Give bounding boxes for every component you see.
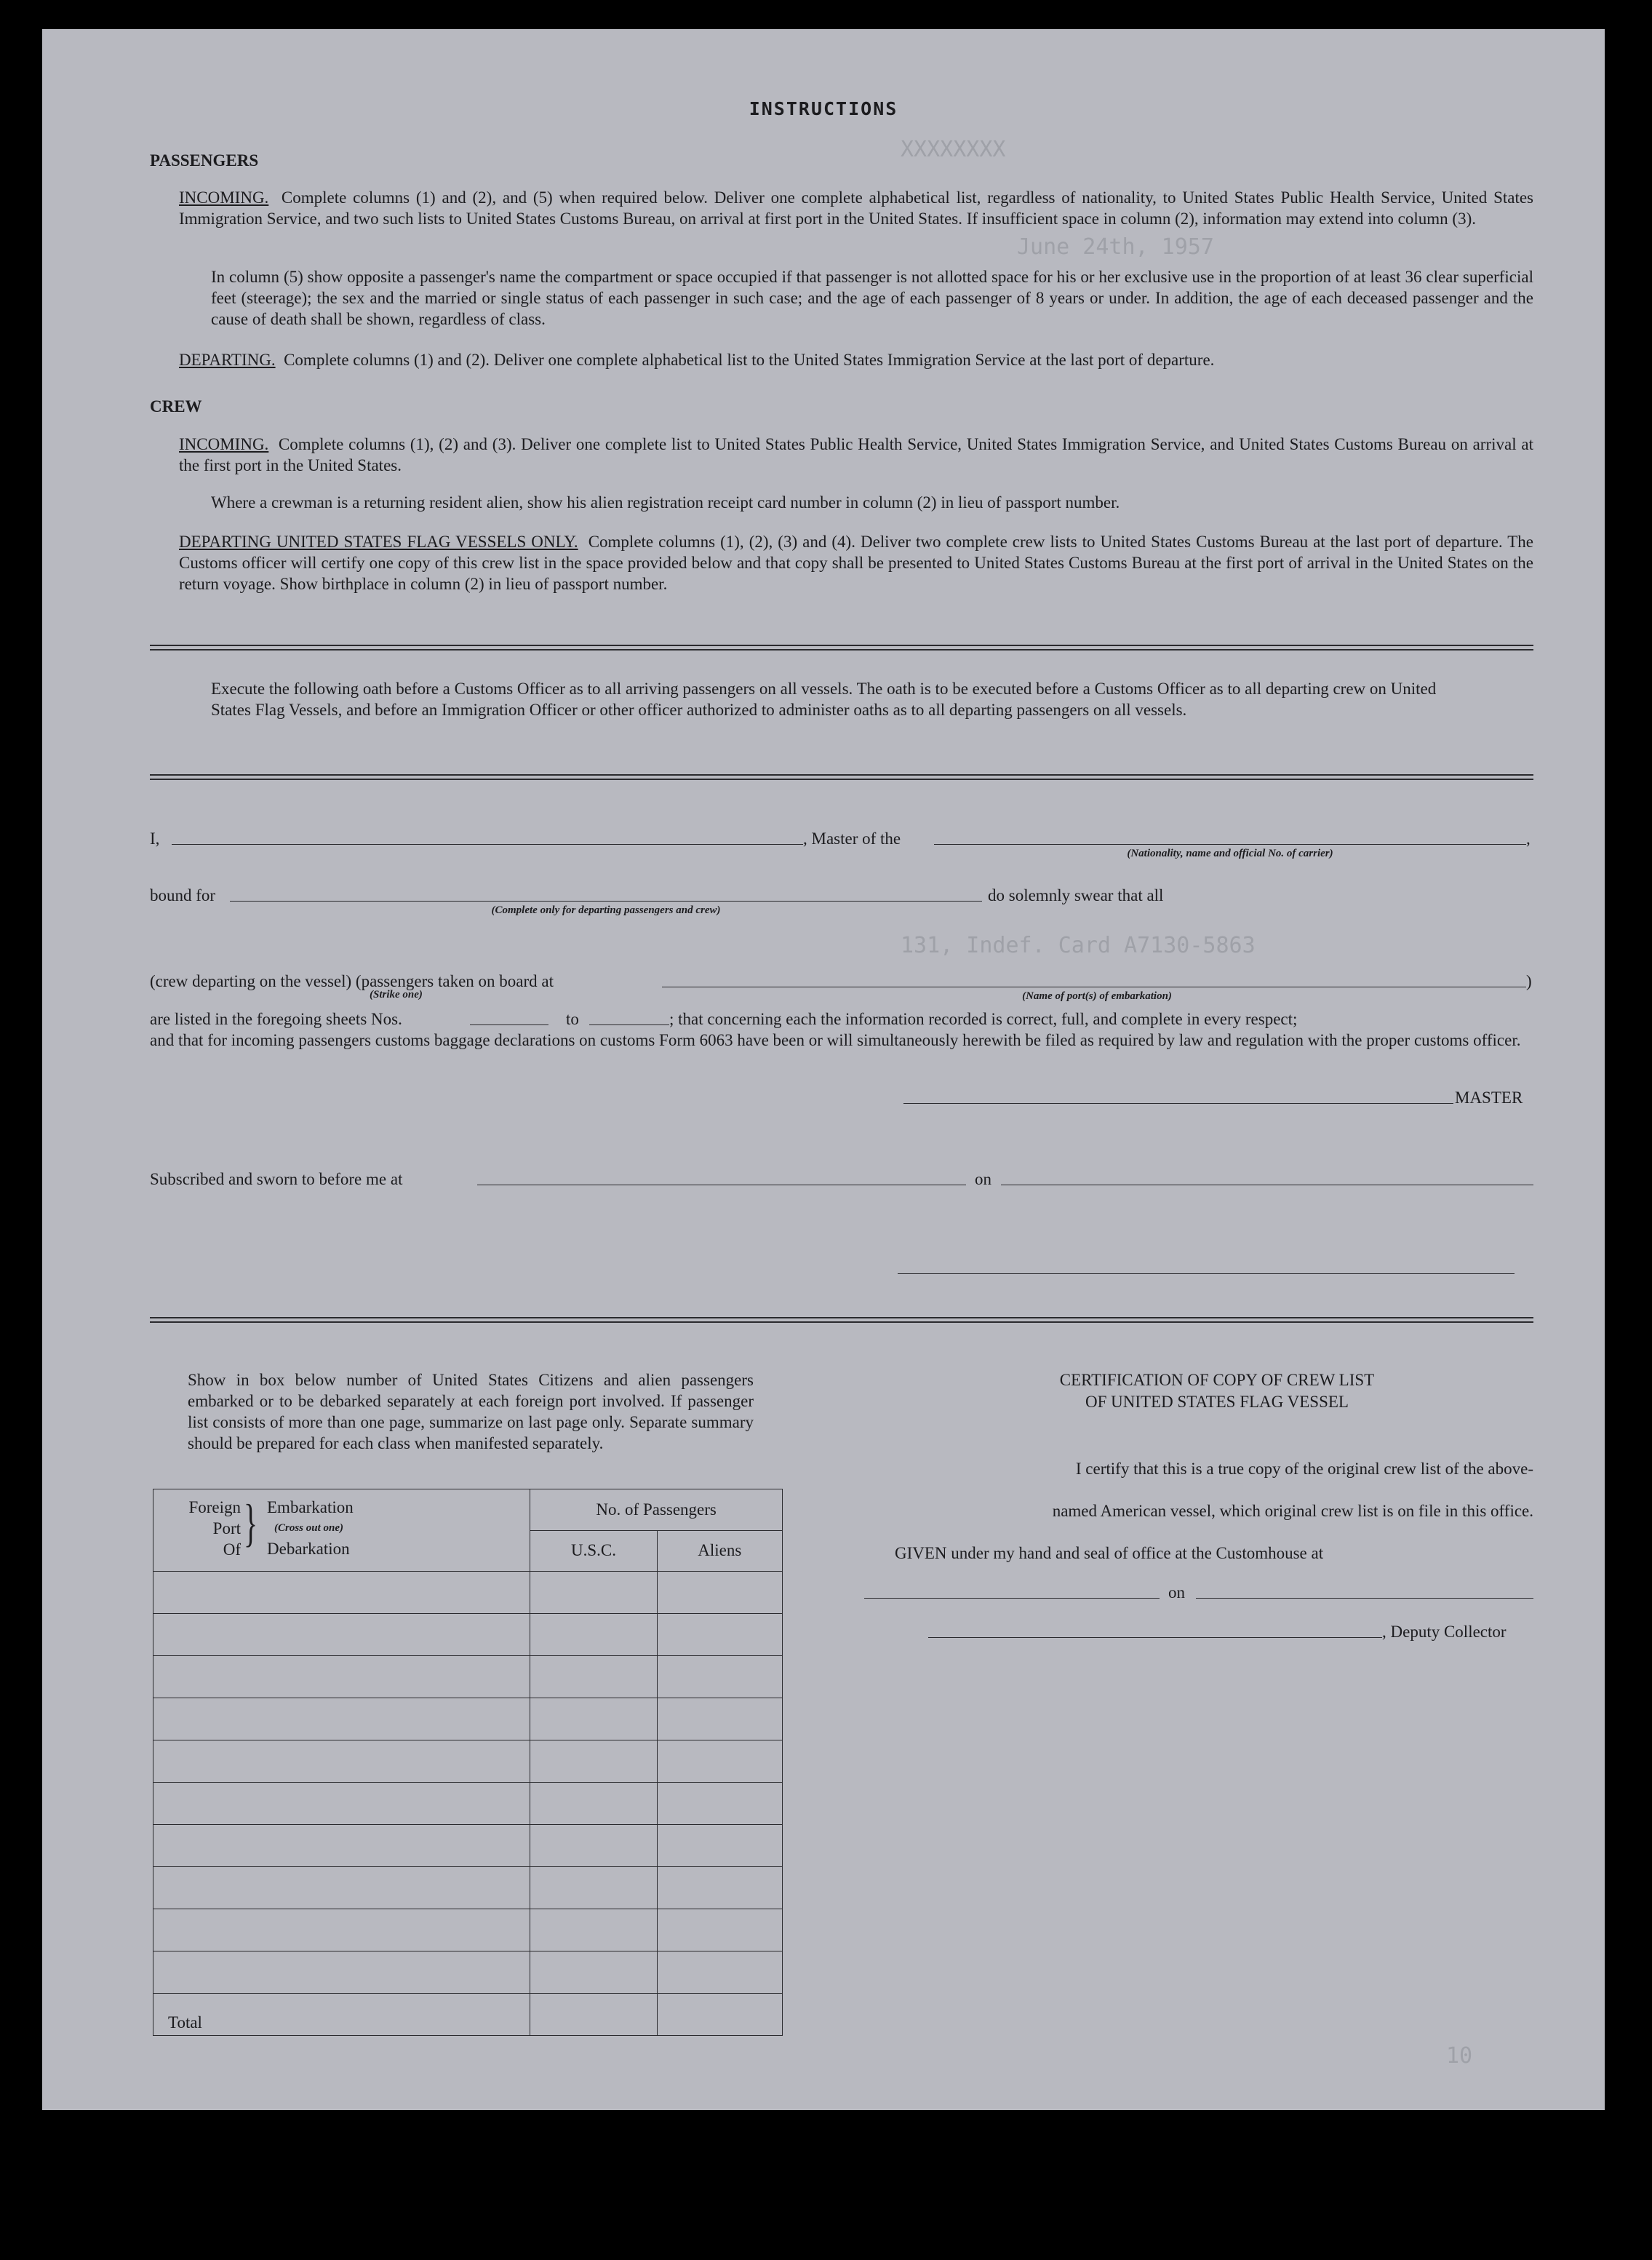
aliens-total-cell[interactable]	[657, 1994, 782, 2036]
bound-for-label: bound for	[150, 886, 216, 904]
port-cell[interactable]	[153, 1867, 530, 1909]
deputy-collector-label: , Deputy Collector	[1382, 1623, 1507, 1641]
aliens-cell[interactable]	[657, 1783, 782, 1825]
bleed-through-number: 10	[1446, 2043, 1473, 2069]
passengers-incoming	[179, 187, 1533, 229]
crew-incoming-text: Complete columns (1), (2) and (3). Deliver one complete list to United States Public Health Service, United States Immigration Service, and United States Customs Bureau on arrival at the first port in the United States.	[179, 435, 1534, 474]
debarkation-label: Debarkation	[267, 1540, 350, 1558]
usc-cell[interactable]	[530, 1825, 657, 1867]
usc-cell[interactable]	[530, 1783, 657, 1825]
sheet-to-field[interactable]	[589, 1024, 669, 1025]
master-signature-field[interactable]	[903, 1103, 1453, 1104]
cert-text-line1: I certify that this is a true copy of the original crew list of the above-	[1075, 1460, 1533, 1478]
crew-incoming-label: INCOMING.	[179, 435, 269, 453]
to-label: to	[566, 1010, 579, 1028]
usc-cell[interactable]	[530, 1909, 657, 1951]
usc-cell[interactable]	[530, 1656, 657, 1698]
usc-cell[interactable]	[530, 1572, 657, 1614]
no-passengers-header: No. of Passengers	[530, 1489, 783, 1531]
table-row	[153, 1656, 783, 1698]
divider	[150, 1321, 1533, 1323]
table-row	[153, 1783, 783, 1825]
passengers-departing-text: Complete columns (1) and (2). Deliver one complete alphabetical list to the United States Immigration Service at the last port of departure.	[284, 351, 1215, 369]
bleed-through-text: XXXXXXXX	[901, 137, 1006, 162]
usc-cell[interactable]	[530, 1740, 657, 1783]
bleed-through-card: 131, Indef. Card A7130-5863	[901, 933, 1256, 958]
bound-for-field[interactable]	[230, 901, 982, 902]
embarkation-label: Embarkation	[267, 1498, 354, 1516]
aliens-cell[interactable]	[657, 1656, 782, 1698]
cert-title-line2: OF UNITED STATES FLAG VESSEL	[1085, 1393, 1349, 1411]
usc-cell[interactable]	[530, 1951, 657, 1994]
summary-instructions: Show in box below number of United States Citizens and alien passengers embarked or to be debarked separately at each foreign port involved. If passenger list consists of more than one page, summarize on last page only. Separate summary should be prepared for each class when manifested separately.	[188, 1371, 754, 1452]
crew-departing	[179, 531, 1533, 594]
usc-cell[interactable]	[530, 1867, 657, 1909]
passengers-incoming-label: INCOMING.	[179, 188, 269, 207]
aliens-cell[interactable]	[657, 1867, 782, 1909]
crew-departing-clause: (crew departing on the vessel) (passengers taken on board at	[150, 972, 554, 990]
cross-out-note: (Cross out one)	[274, 1522, 344, 1534]
port-cell[interactable]	[153, 1656, 530, 1698]
oath-i-label: I,	[150, 829, 160, 848]
sheet-from-field[interactable]	[470, 1024, 548, 1025]
bound-for-note: (Complete only for departing passengers and crew)	[491, 904, 721, 916]
document-page	[42, 29, 1605, 2110]
oath-intro: Execute the following oath before a Customs Officer as to all arriving passengers on all vessels. The oath is to be executed before a Customs Officer as to all departing crew on United States Flag Vessels, and before an Immigration Officer or other officer authorized to administer oaths as to all departing passengers on all vessels.	[211, 680, 1437, 719]
customhouse-field[interactable]	[864, 1598, 1160, 1599]
close-paren: )	[1526, 972, 1532, 990]
carrier-field[interactable]	[934, 844, 1526, 845]
subscribed-label: Subscribed and sworn to before me at	[150, 1170, 403, 1188]
passengers-departing	[179, 349, 1533, 370]
sheets-label: are listed in the foregoing sheets Nos.	[150, 1010, 402, 1028]
of-label: Of	[223, 1540, 241, 1559]
total-row	[153, 1994, 783, 2036]
master-name-field[interactable]	[172, 844, 803, 845]
table-row	[153, 1572, 783, 1614]
bleed-through-date: June 24th, 1957	[1017, 234, 1214, 260]
cert-text-line3: GIVEN under my hand and seal of office at the Customhouse at	[895, 1544, 1324, 1562]
table-row	[153, 1951, 783, 1994]
aliens-cell[interactable]	[657, 1614, 782, 1656]
port-cell[interactable]	[153, 1951, 530, 1994]
master-of-label: , Master of the	[803, 829, 901, 848]
on-label: on	[975, 1170, 991, 1188]
aliens-cell[interactable]	[657, 1572, 782, 1614]
comma: ,	[1526, 829, 1531, 848]
port-cell[interactable]	[153, 1572, 530, 1614]
aliens-cell[interactable]	[657, 1951, 782, 1994]
passengers-heading: PASSENGERS	[150, 151, 259, 170]
divider	[150, 779, 1533, 780]
port-label: Port	[212, 1519, 241, 1537]
aliens-header: Aliens	[657, 1530, 782, 1572]
crew-alien-note: Where a crewman is a returning resident alien, show his alien registration receipt card number in column (2) in lieu of passport number.	[211, 493, 1120, 512]
table-row	[153, 1867, 783, 1909]
passengers-column5: In column (5) show opposite a passenger's name the compartment or space occupied if that passenger is not allotted space for his or her exclusive use in the proportion of at least 36 clear superficial feet (steerage); the sex and the married or single status of each passenger in such case; and the age of each passenger of 8 years or under. In addition, the age of each deceased passenger and the cause of death shall be shown, regardless of class.	[211, 268, 1533, 328]
cert-date-field[interactable]	[1196, 1598, 1533, 1599]
cert-title-line1: CERTIFICATION OF COPY OF CREW LIST	[1059, 1371, 1375, 1389]
deputy-signature-field[interactable]	[928, 1637, 1382, 1638]
table-row	[153, 1740, 783, 1783]
table-row	[153, 1698, 783, 1740]
aliens-cell[interactable]	[657, 1909, 782, 1951]
crew-heading: CREW	[150, 397, 202, 415]
cert-on-label: on	[1168, 1583, 1185, 1602]
table-row	[153, 1825, 783, 1867]
aliens-cell[interactable]	[657, 1740, 782, 1783]
usc-cell[interactable]	[530, 1698, 657, 1740]
page-title: INSTRUCTIONS	[749, 98, 898, 119]
port-cell[interactable]	[153, 1698, 530, 1740]
total-label: Total	[153, 1994, 530, 2036]
port-cell[interactable]	[153, 1909, 530, 1951]
port-cell[interactable]	[153, 1614, 530, 1656]
usc-cell[interactable]	[530, 1614, 657, 1656]
aliens-cell[interactable]	[657, 1825, 782, 1867]
passengers-incoming-text: Complete columns (1) and (2), and (5) when required below. Deliver one complete alphabetical list, regardless of nationality, to United States Public Health Service, United States Immigration Service, and two such lists to United States Customs Bureau, on arrival at first port in the United States. If insufficient space in column (2), information may extend into column (3).	[179, 188, 1534, 228]
port-cell[interactable]	[153, 1783, 530, 1825]
solemnly-swear: do solemnly swear that all	[988, 886, 1164, 904]
passengers-departing-label: DEPARTING.	[179, 351, 276, 369]
port-cell[interactable]	[153, 1825, 530, 1867]
cert-text-line2: named American vessel, which original crew list is on file in this office.	[1052, 1502, 1533, 1520]
usc-header: U.S.C.	[530, 1530, 657, 1572]
divider	[150, 649, 1533, 650]
divider	[150, 774, 1533, 776]
table-row	[153, 1909, 783, 1951]
crew-departing-text: Complete columns (1), (2), (3) and (4). Deliver two complete crew lists to United States Customs Bureau at the last port of departure. The Customs officer will certify one copy of this crew list in the space provided below and that copy shall be presented to United States Customs Bureau at the first port of arrival in the United States on the return voyage. Show birthplace in column (2) in lieu of passport number.	[179, 533, 1534, 593]
aliens-cell[interactable]	[657, 1698, 782, 1740]
usc-total-cell[interactable]	[530, 1994, 657, 2036]
carrier-field-note: (Nationality, name and official No. of carrier)	[1127, 848, 1333, 859]
concerning-text: ; that concerning each the information recorded is correct, full, and complete in every respect;	[669, 1010, 1298, 1028]
divider	[150, 1317, 1533, 1318]
foreign-label: Foreign	[188, 1498, 241, 1516]
ports-note: (Name of port(s) of embarkation)	[1022, 990, 1172, 1002]
officer-signature-field[interactable]	[898, 1273, 1515, 1274]
passenger-summary-table	[153, 1489, 783, 2036]
crew-departing-label: DEPARTING UNITED STATES FLAG VESSELS ONLY.	[179, 533, 578, 551]
table-row	[153, 1614, 783, 1656]
divider	[150, 645, 1533, 646]
customs-declaration-text: and that for incoming passengers customs baggage declarations on customs Form 6063 have been or will simultaneously herewith be filed as required by law and regulation with the proper customs officer.	[150, 1031, 1521, 1049]
master-label: MASTER	[1455, 1089, 1523, 1107]
port-header	[153, 1489, 530, 1572]
strike-one-note: (Strike one)	[370, 989, 423, 1000]
brace: }	[244, 1494, 258, 1552]
crew-incoming	[179, 434, 1533, 476]
port-cell[interactable]	[153, 1740, 530, 1783]
